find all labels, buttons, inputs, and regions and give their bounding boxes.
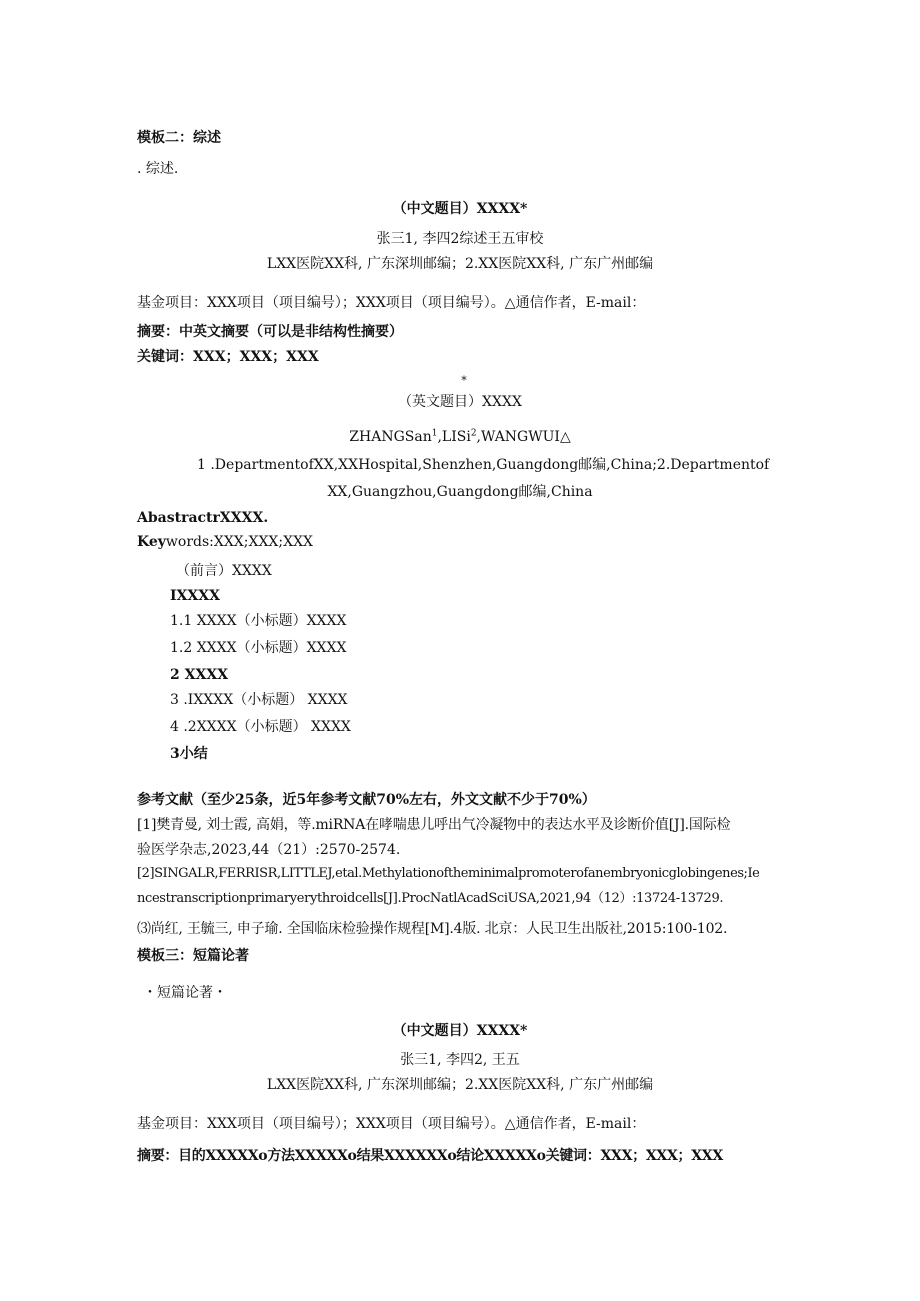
- outline-item: （前言）XXXX: [176, 563, 272, 579]
- title-asterisk: *: [461, 374, 467, 387]
- keywords-line: 关键词：XXX；XXX；XXX: [137, 349, 319, 365]
- outline-item: 1.1 XXXX（小标题）XXXX: [170, 613, 347, 629]
- chinese-title: （中文题目）XXXX*: [392, 201, 528, 217]
- authors: 张三1, 李四2, 王五: [400, 1052, 520, 1068]
- reference-item-continued: ncestranscriptionprimaryerythroidcells[J].ProcNatlAcadSciUSA,2021,94（12）:13724-13729.: [137, 891, 724, 906]
- reference-item: [2]SINGALR,FERRISR,LITTLEJ,etal.Methylationoftheminimalpromoterofanembryonicglobingenes;Ie: [137, 866, 760, 881]
- outline-item: 4 .2XXXX（小标题） XXXX: [170, 719, 351, 735]
- english-affiliation-line2: XX,Guangzhou,Guangdong邮编,China: [327, 484, 593, 500]
- fund-info: 基金项目：XXX项目（项目编号）；XXX项目（项目编号）。△通信作者，E-mail：: [137, 295, 646, 311]
- fund-info: 基金项目：XXX项目（项目编号）；XXX项目（项目编号）。△通信作者，E-mail：: [137, 1116, 646, 1132]
- section-heading-template2: 模板二：综述: [137, 130, 221, 146]
- reference-item: ⑶尚红, 王毓三, 申子瑜. 全国临床检验操作规程[M].4版. 北京：人民卫生出版社,2015:100-102.: [137, 921, 728, 937]
- reference-item-continued: 验医学杂志,2023,44（21）:2570-2574.: [137, 842, 401, 858]
- section-heading-template3: 模板三：短篇论著: [137, 948, 249, 964]
- outline-item: 2 XXXX: [170, 667, 229, 683]
- article-type-tag: ・短篇论著・: [143, 985, 227, 1001]
- chinese-title: （中文题目）XXXX*: [392, 1023, 528, 1039]
- abstract-line: 摘要：中英文摘要（可以是非结构性摘要）: [137, 324, 403, 340]
- outline-item: IXXXX: [170, 588, 220, 604]
- reference-item: [1]樊青曼, 刘士霞, 高娟，等.miRNA在哮喘患儿呼出气冷凝物中的表达水平及诊断价值[J].国际检: [137, 817, 731, 833]
- references-heading: 参考文献（至少25条，近5年参考文献70%左右，外文文献不少于70%）: [137, 792, 596, 808]
- english-title: （英文题目）XXXX: [398, 394, 522, 410]
- structured-abstract-line: 摘要：目的XXXXXo方法XXXXXo结果XXXXXXo结论XXXXXo关键词：XXX；XXX；XXX: [137, 1148, 723, 1164]
- affiliation: LXX医院XX科, 广东深圳邮编；2.XX医院XX科, 广东广州邮编: [266, 256, 654, 272]
- outline-item: 1.2 XXXX（小标题）XXXX: [170, 640, 347, 656]
- outline-item: 3小结: [170, 746, 208, 762]
- affiliation: LXX医院XX科, 广东深圳邮编；2.XX医院XX科, 广东广州邮编: [266, 1077, 654, 1093]
- english-authors: ZHANGSan$^1$,LISi$^2$,WANGWUI△: [349, 428, 571, 445]
- english-affiliation-line1: 1 .DepartmentofXX,XXHospital,Shenzhen,Guangdong邮编,China;2.Departmentof: [197, 457, 770, 473]
- authors: 张三1, 李四2综述王五审校: [376, 231, 544, 247]
- article-type-tag: . 综述.: [137, 161, 179, 177]
- outline-item: 3 .IXXXX（小标题） XXXX: [170, 692, 348, 708]
- english-abstract: AbastractrXXXX.: [137, 510, 269, 526]
- english-keywords: Keywords:XXX;XXX;XXX: [137, 534, 314, 550]
